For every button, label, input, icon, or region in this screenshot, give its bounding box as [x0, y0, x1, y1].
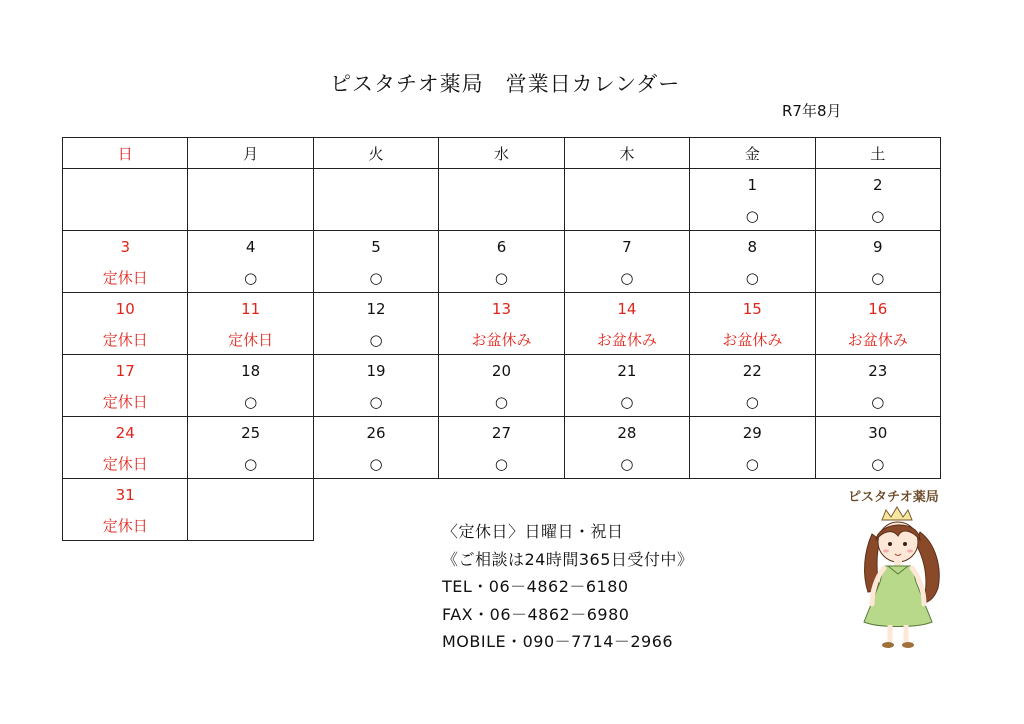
open-mark: ○ [745, 455, 759, 473]
cheek-right [907, 549, 913, 552]
store-info [442, 518, 693, 656]
crown-icon [882, 507, 912, 520]
day-number: 4 [245, 238, 256, 256]
open-mark: ○ [871, 455, 885, 473]
day-cell [188, 231, 313, 293]
open-mark: ○ [494, 269, 509, 287]
open-mark: ○ [745, 269, 759, 287]
day-cell [63, 231, 188, 293]
day-cell [188, 355, 313, 417]
open-mark: ○ [369, 393, 383, 411]
day-cell [63, 293, 188, 355]
day-cell [564, 355, 689, 417]
obon-holiday-label: お盆休み [847, 331, 908, 349]
open-mark: ○ [745, 393, 759, 411]
neck [894, 560, 902, 566]
day-number: 26 [366, 424, 386, 442]
day-cell [63, 169, 188, 231]
open-mark: ○ [369, 269, 383, 287]
day-number: 14 [617, 300, 637, 318]
calendar-title: 営業日カレンダー [505, 72, 681, 96]
weekday-wed: 水 [439, 138, 564, 169]
weekday-tue: 火 [313, 138, 438, 169]
day-number: 13 [491, 300, 512, 318]
shoe-left [882, 642, 894, 648]
open-mark: ○ [620, 393, 634, 411]
open-mark: ○ [494, 393, 509, 411]
week-row [63, 231, 941, 293]
day-cell [313, 231, 438, 293]
store-name: ピスタチオ薬局 [330, 72, 484, 96]
day-cell [63, 355, 188, 417]
weekday-header-row [63, 138, 941, 169]
day-number: 15 [742, 300, 762, 318]
business-calendar [62, 137, 941, 541]
closed-label: 定休日 [102, 393, 148, 411]
open-mark: ○ [745, 207, 759, 225]
day-number: 6 [496, 238, 507, 256]
day-number: 18 [241, 362, 261, 380]
day-cell [564, 417, 689, 479]
obon-holiday-label: お盆休み [471, 331, 532, 349]
day-number: 8 [747, 238, 758, 256]
closed-label: 定休日 [228, 331, 274, 349]
open-mark: ○ [244, 393, 258, 411]
closed-label: 定休日 [102, 269, 148, 287]
day-number: 16 [868, 300, 888, 318]
obon-holiday-label: お盆休み [722, 331, 783, 349]
obon-holiday-label: お盆休み [596, 331, 657, 349]
open-mark: ○ [494, 455, 509, 473]
day-number: 30 [868, 424, 888, 442]
day-number: 22 [742, 362, 762, 380]
day-number: 7 [622, 238, 632, 256]
open-mark: ○ [244, 455, 258, 473]
day-number: 2 [872, 176, 883, 194]
eye-left [888, 542, 892, 546]
open-mark: ○ [244, 269, 258, 287]
day-cell [815, 293, 940, 355]
day-cell [690, 355, 815, 417]
closed-label: 定休日 [102, 517, 148, 535]
mobile-number: MOBILE・090－7714－2966 [442, 632, 674, 651]
open-mark: ○ [871, 207, 885, 225]
day-number: 5 [371, 238, 381, 256]
day-cell [63, 479, 188, 541]
weekday-fri: 金 [690, 138, 815, 169]
day-cell [439, 231, 564, 293]
week-row [63, 355, 941, 417]
day-number: 23 [868, 362, 888, 380]
weekday-sun: 日 [63, 138, 188, 169]
week-row [63, 417, 941, 479]
day-cell [690, 293, 815, 355]
day-number: 12 [366, 300, 386, 318]
tel-number: TEL・06－4862－6180 [442, 577, 629, 596]
fax-number: FAX・06－4862－6980 [442, 604, 630, 624]
eye-right [903, 542, 907, 546]
weekday-mon: 月 [188, 138, 313, 169]
open-mark: ○ [620, 269, 634, 287]
day-cell [815, 169, 940, 231]
day-cell [564, 231, 689, 293]
closed-label: 定休日 [102, 331, 148, 349]
day-number: 21 [617, 362, 637, 380]
open-mark: ○ [871, 393, 885, 411]
closed-days-note: 〈定休日〉日曜日・祝日 [442, 522, 624, 541]
shoe-right [902, 642, 914, 648]
day-cell [313, 169, 438, 231]
day-cell [815, 355, 940, 417]
open-mark: ○ [369, 455, 383, 473]
day-cell [188, 169, 313, 231]
day-number: 1 [747, 176, 758, 194]
day-number: 28 [617, 424, 637, 442]
day-number: 31 [115, 486, 135, 504]
day-number: 25 [241, 424, 261, 442]
month-label: R7年8月 [782, 102, 842, 120]
page-title [330, 68, 680, 98]
day-number: 9 [872, 238, 883, 256]
day-cell [313, 355, 438, 417]
day-cell [815, 231, 940, 293]
mascot-logo-text: ピスタチオ薬局 [848, 490, 939, 505]
open-mark: ○ [871, 269, 885, 287]
day-cell [439, 355, 564, 417]
day-cell [690, 231, 815, 293]
day-cell [690, 417, 815, 479]
day-cell [564, 293, 689, 355]
day-number: 3 [120, 238, 130, 256]
day-number: 24 [115, 424, 135, 442]
day-number: 27 [491, 424, 512, 442]
day-cell [63, 417, 188, 479]
day-cell [439, 417, 564, 479]
consultation-note: 《ご相談は24時間365日受付中》 [442, 549, 694, 569]
closed-label: 定休日 [102, 455, 148, 473]
day-cell [564, 169, 689, 231]
day-cell [439, 293, 564, 355]
day-cell [188, 479, 313, 541]
day-number: 19 [366, 362, 386, 380]
week-row [63, 293, 941, 355]
day-cell [439, 169, 564, 231]
day-number: 11 [241, 300, 261, 318]
day-cell [188, 293, 313, 355]
day-cell [690, 169, 815, 231]
day-number: 29 [742, 424, 762, 442]
day-cell [313, 417, 438, 479]
mascot-girl-illustration [842, 504, 952, 654]
cheek-left [883, 549, 889, 552]
day-cell [815, 417, 940, 479]
day-number: 10 [115, 300, 135, 318]
open-mark: ○ [369, 331, 383, 349]
open-mark: ○ [620, 455, 634, 473]
day-cell [188, 417, 313, 479]
week-row [63, 169, 941, 231]
day-cell [313, 293, 438, 355]
weekday-thu: 木 [564, 138, 689, 169]
day-number: 17 [115, 362, 135, 380]
weekday-sat: 土 [815, 138, 940, 169]
day-number: 20 [491, 362, 512, 380]
